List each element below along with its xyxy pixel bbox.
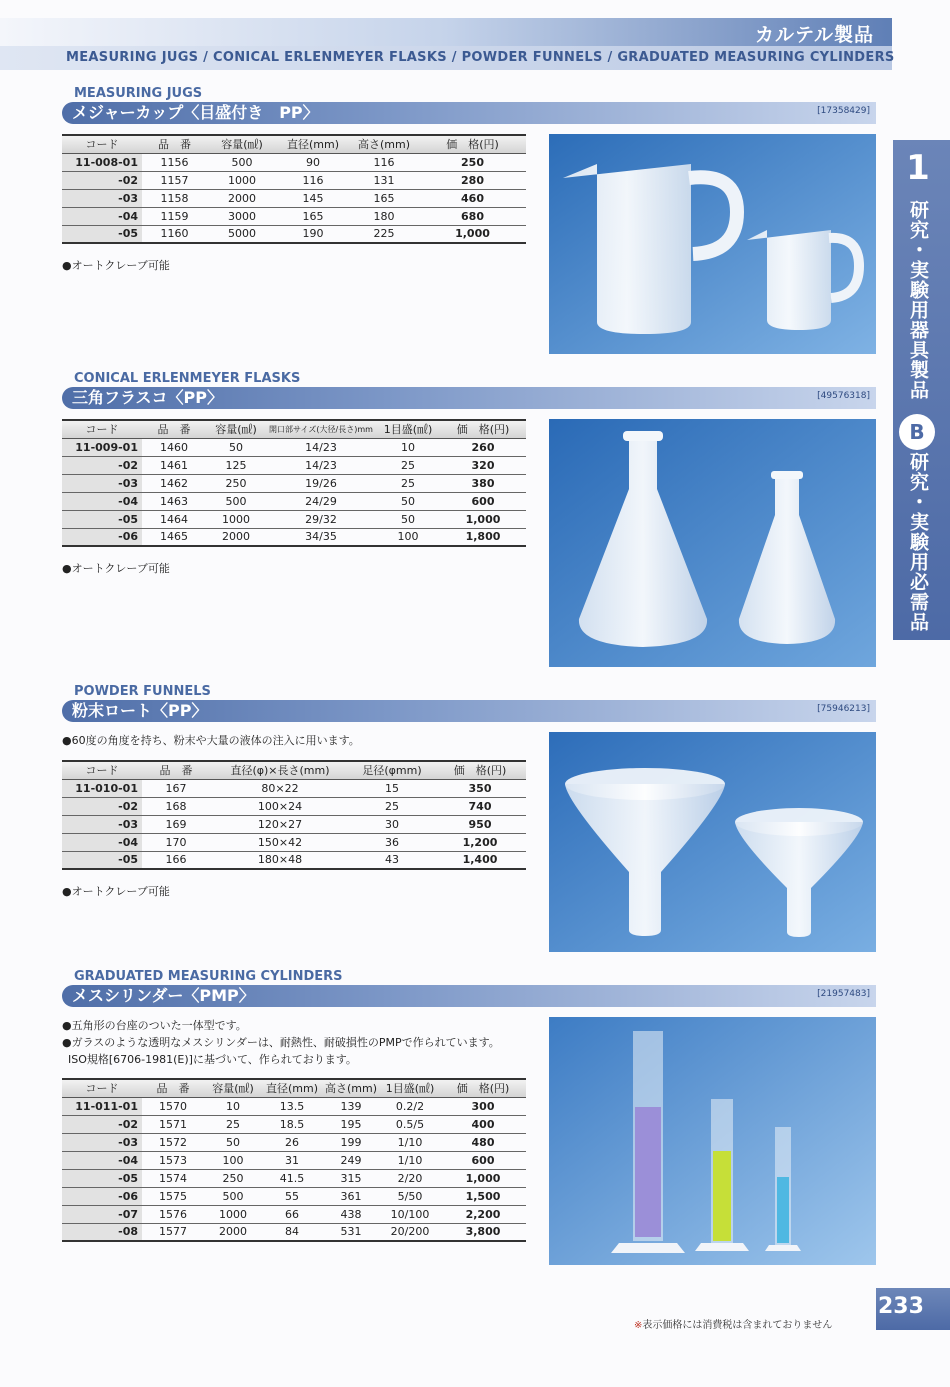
funnels-english-title: POWDER FUNNELS <box>74 684 211 699</box>
cell-capacity: 250 <box>204 1169 262 1187</box>
table-row <box>62 779 526 797</box>
column-header: 容量(㎖) <box>204 1079 262 1097</box>
cell-code: -04 <box>62 492 142 510</box>
cell-size: 180×48 <box>210 851 350 869</box>
cell-part-no: 1577 <box>142 1223 204 1241</box>
cell-part-no: 1157 <box>142 171 207 189</box>
table-row <box>62 1205 526 1223</box>
cell-opening: 34/35 <box>266 528 376 546</box>
cell-opening: 24/29 <box>266 492 376 510</box>
tax-footnote <box>634 1316 832 1331</box>
flasks-title: 三角フラスコ〈PP〉 <box>72 388 223 407</box>
cell-height: 131 <box>349 171 419 189</box>
cell-code: -04 <box>62 1151 142 1169</box>
cell-part-no: 1570 <box>142 1097 204 1115</box>
cell-price: 300 <box>440 1097 526 1115</box>
table-row <box>62 171 526 189</box>
cylinders-description-1: ●五角形の台座のついた一体型です。 <box>62 1019 247 1032</box>
cell-code: -02 <box>62 456 142 474</box>
chapter-title: 研究・実験用器具製品 <box>907 200 929 400</box>
cell-graduation: 10 <box>376 438 440 456</box>
flasks-title-bar <box>62 387 876 409</box>
table-row <box>62 1115 526 1133</box>
cell-capacity: 500 <box>204 1187 262 1205</box>
column-header: コード <box>62 420 142 438</box>
flasks-spec-table <box>62 419 526 547</box>
cell-size: 80×22 <box>210 779 350 797</box>
section-badge: B <box>899 414 935 450</box>
cell-part-no: 1575 <box>142 1187 204 1205</box>
cell-diameter: 165 <box>277 207 349 225</box>
table-header-row <box>62 420 526 438</box>
cell-code: -04 <box>62 833 142 851</box>
cell-capacity: 1000 <box>204 1205 262 1223</box>
cylinders-spec-table <box>62 1078 526 1242</box>
cell-graduation: 1/10 <box>380 1151 440 1169</box>
cell-graduation: 50 <box>376 492 440 510</box>
cell-diameter: 84 <box>262 1223 322 1241</box>
cell-capacity: 3000 <box>207 207 277 225</box>
cell-stem: 30 <box>350 815 434 833</box>
cell-diameter: 90 <box>277 153 349 171</box>
cylinders-description-3: ISO規格[6706-1981(E)]に基づいて、作られております。 <box>68 1053 357 1066</box>
cell-code: 11-008-01 <box>62 153 142 171</box>
cell-code: -07 <box>62 1205 142 1223</box>
cell-stem: 15 <box>350 779 434 797</box>
cell-height: 180 <box>349 207 419 225</box>
footnote-mark: ※ <box>634 1320 643 1331</box>
cell-code: -06 <box>62 1187 142 1205</box>
cell-code: -05 <box>62 851 142 869</box>
cell-height: 249 <box>322 1151 380 1169</box>
cell-diameter: 13.5 <box>262 1097 322 1115</box>
cylinders-photo <box>549 1017 876 1265</box>
table-row <box>62 153 526 171</box>
table-header-row <box>62 1079 526 1097</box>
cell-height: 361 <box>322 1187 380 1205</box>
cell-size: 150×42 <box>210 833 350 851</box>
cell-stem: 25 <box>350 797 434 815</box>
cell-price: 1,000 <box>419 225 526 243</box>
column-header: 高さ(mm) <box>349 135 419 153</box>
cell-part-no: 1460 <box>142 438 206 456</box>
cell-code: 11-011-01 <box>62 1097 142 1115</box>
table-row <box>62 851 526 869</box>
table-row <box>62 1223 526 1241</box>
cell-part-no: 166 <box>142 851 210 869</box>
cell-part-no: 1156 <box>142 153 207 171</box>
funnels-spec-table <box>62 760 526 870</box>
cell-code: -03 <box>62 815 142 833</box>
cell-price: 480 <box>440 1133 526 1151</box>
cylinders-description-2: ●ガラスのような透明なメスシリンダーは、耐熱性、耐破損性のPMPで作られています。 <box>62 1036 500 1049</box>
funnels-title-bar <box>62 700 876 722</box>
cell-code: -03 <box>62 1133 142 1151</box>
cell-graduation: 25 <box>376 474 440 492</box>
cell-height: 139 <box>322 1097 380 1115</box>
table-row <box>62 438 526 456</box>
column-header: 容量(㎖) <box>206 420 266 438</box>
cell-part-no: 1571 <box>142 1115 204 1133</box>
cell-code: -05 <box>62 1169 142 1187</box>
jugs-code: [17358429] <box>817 106 870 116</box>
cell-capacity: 50 <box>206 438 266 456</box>
cell-code: 11-010-01 <box>62 779 142 797</box>
column-header: 1目盛(㎖) <box>376 420 440 438</box>
flasks-code: [49576318] <box>817 391 870 401</box>
column-header: 高さ(mm) <box>322 1079 380 1097</box>
cell-capacity: 50 <box>204 1133 262 1151</box>
column-header: 足径(φmm) <box>350 761 434 779</box>
cell-graduation: 50 <box>376 510 440 528</box>
cell-code: -05 <box>62 225 142 243</box>
cell-graduation: 20/200 <box>380 1223 440 1241</box>
cell-code: -03 <box>62 189 142 207</box>
table-row <box>62 1097 526 1115</box>
cell-price: 280 <box>419 171 526 189</box>
table-row <box>62 492 526 510</box>
cell-part-no: 167 <box>142 779 210 797</box>
cell-part-no: 1160 <box>142 225 207 243</box>
column-header: 直径(φ)×長さ(mm) <box>210 761 350 779</box>
cell-capacity: 1000 <box>207 171 277 189</box>
column-header: コード <box>62 1079 142 1097</box>
cell-code: -02 <box>62 797 142 815</box>
category-list: MEASURING JUGS / CONICAL ERLENMEYER FLASKS / POWDER FUNNELS / GRADUATED MEASURING CYLINDERS <box>66 50 895 65</box>
cell-graduation: 5/50 <box>380 1187 440 1205</box>
cell-capacity: 10 <box>204 1097 262 1115</box>
cell-capacity: 250 <box>206 474 266 492</box>
cell-price: 600 <box>440 1151 526 1169</box>
cell-size: 100×24 <box>210 797 350 815</box>
cell-price: 250 <box>419 153 526 171</box>
cell-part-no: 1462 <box>142 474 206 492</box>
cylinders-code: [21957483] <box>817 989 870 999</box>
column-header: 品 番 <box>142 420 206 438</box>
footnote-text: 表示価格には消費税は含まれておりません <box>642 1320 833 1331</box>
cell-height: 225 <box>349 225 419 243</box>
cell-price: 400 <box>440 1115 526 1133</box>
jugs-spec-table <box>62 134 526 244</box>
column-header: 価 格(円) <box>440 420 526 438</box>
cell-graduation: 2/20 <box>380 1169 440 1187</box>
cell-part-no: 1574 <box>142 1169 204 1187</box>
cell-height: 438 <box>322 1205 380 1223</box>
cylinders-title-bar <box>62 985 876 1007</box>
cell-stem: 36 <box>350 833 434 851</box>
table-header-row <box>62 761 526 779</box>
column-header: 価 格(円) <box>434 761 526 779</box>
column-header: 直径(mm) <box>277 135 349 153</box>
cell-capacity: 100 <box>204 1151 262 1169</box>
cell-price: 950 <box>434 815 526 833</box>
table-row <box>62 189 526 207</box>
cell-part-no: 1465 <box>142 528 206 546</box>
cylinders-title: メスシリンダー〈PMP〉 <box>72 986 255 1005</box>
funnels-photo <box>549 732 876 952</box>
funnels-autoclave-note: ●オートクレーブ可能 <box>62 885 170 898</box>
cell-code: -02 <box>62 1115 142 1133</box>
cell-graduation: 100 <box>376 528 440 546</box>
table-row <box>62 1151 526 1169</box>
cell-price: 1,500 <box>440 1187 526 1205</box>
cell-opening: 14/23 <box>266 456 376 474</box>
cell-price: 1,800 <box>440 528 526 546</box>
cell-capacity: 2000 <box>206 528 266 546</box>
cell-code: -05 <box>62 510 142 528</box>
table-row <box>62 833 526 851</box>
cell-part-no: 1573 <box>142 1151 204 1169</box>
cell-price: 320 <box>440 456 526 474</box>
cell-graduation: 10/100 <box>380 1205 440 1223</box>
cell-price: 1,200 <box>434 833 526 851</box>
table-row <box>62 1187 526 1205</box>
cell-diameter: 145 <box>277 189 349 207</box>
jugs-autoclave-note: ●オートクレーブ可能 <box>62 259 170 272</box>
cell-capacity: 5000 <box>207 225 277 243</box>
cell-diameter: 41.5 <box>262 1169 322 1187</box>
cell-diameter: 190 <box>277 225 349 243</box>
column-header: 品 番 <box>142 1079 204 1097</box>
table-row <box>62 456 526 474</box>
cell-graduation: 25 <box>376 456 440 474</box>
column-header: 価 格(円) <box>419 135 526 153</box>
table-row <box>62 1169 526 1187</box>
cell-code: -04 <box>62 207 142 225</box>
cell-price: 2,200 <box>440 1205 526 1223</box>
cell-capacity: 500 <box>207 153 277 171</box>
cell-capacity: 1000 <box>206 510 266 528</box>
column-header: 品 番 <box>142 761 210 779</box>
cell-height: 116 <box>349 153 419 171</box>
cell-capacity: 500 <box>206 492 266 510</box>
cell-price: 740 <box>434 797 526 815</box>
cell-height: 531 <box>322 1223 380 1241</box>
column-header: 直径(mm) <box>262 1079 322 1097</box>
cell-price: 1,400 <box>434 851 526 869</box>
cell-price: 380 <box>440 474 526 492</box>
table-row <box>62 797 526 815</box>
table-row <box>62 1133 526 1151</box>
jugs-title: メジャーカップ〈目盛付き PP〉 <box>72 103 319 122</box>
cell-height: 315 <box>322 1169 380 1187</box>
column-header: 品 番 <box>142 135 207 153</box>
cell-part-no: 170 <box>142 833 210 851</box>
cell-diameter: 18.5 <box>262 1115 322 1133</box>
cell-part-no: 168 <box>142 797 210 815</box>
cell-opening: 19/26 <box>266 474 376 492</box>
page-number: 233 <box>878 1294 924 1319</box>
cell-capacity: 125 <box>206 456 266 474</box>
cell-part-no: 1464 <box>142 510 206 528</box>
table-row <box>62 510 526 528</box>
cell-code: -08 <box>62 1223 142 1241</box>
cell-code: -06 <box>62 528 142 546</box>
funnels-title: 粉末ロート〈PP〉 <box>72 701 208 720</box>
cell-part-no: 1463 <box>142 492 206 510</box>
cell-diameter: 116 <box>277 171 349 189</box>
table-header-row <box>62 135 526 153</box>
cell-price: 460 <box>419 189 526 207</box>
cell-size: 120×27 <box>210 815 350 833</box>
cell-diameter: 55 <box>262 1187 322 1205</box>
cell-part-no: 1461 <box>142 456 206 474</box>
cell-diameter: 26 <box>262 1133 322 1151</box>
column-header: コード <box>62 135 142 153</box>
cell-height: 199 <box>322 1133 380 1151</box>
funnels-code: [75946213] <box>817 704 870 714</box>
cell-code: -02 <box>62 171 142 189</box>
cell-code: -03 <box>62 474 142 492</box>
cell-part-no: 169 <box>142 815 210 833</box>
table-row <box>62 474 526 492</box>
flasks-english-title: CONICAL ERLENMEYER FLASKS <box>74 371 301 386</box>
column-header: 開口部サイズ(大径/長さ)mm <box>266 420 376 438</box>
jugs-photo <box>549 134 876 354</box>
table-row <box>62 207 526 225</box>
cell-capacity: 25 <box>204 1115 262 1133</box>
cell-code: 11-009-01 <box>62 438 142 456</box>
cell-height: 195 <box>322 1115 380 1133</box>
table-row <box>62 815 526 833</box>
cell-stem: 43 <box>350 851 434 869</box>
jugs-title-bar <box>62 102 876 124</box>
cell-price: 1,000 <box>440 510 526 528</box>
cell-part-no: 1158 <box>142 189 207 207</box>
jugs-english-title: MEASURING JUGS <box>74 86 203 101</box>
cell-capacity: 2000 <box>207 189 277 207</box>
column-header: 1目盛(㎖) <box>380 1079 440 1097</box>
cell-graduation: 1/10 <box>380 1133 440 1151</box>
brand-label: カルテル製品 <box>754 24 874 46</box>
cell-diameter: 66 <box>262 1205 322 1223</box>
cell-price: 350 <box>434 779 526 797</box>
cell-graduation: 0.5/5 <box>380 1115 440 1133</box>
cell-graduation: 0.2/2 <box>380 1097 440 1115</box>
cell-opening: 29/32 <box>266 510 376 528</box>
cell-price: 600 <box>440 492 526 510</box>
cell-diameter: 31 <box>262 1151 322 1169</box>
column-header: 価 格(円) <box>440 1079 526 1097</box>
cell-part-no: 1576 <box>142 1205 204 1223</box>
cell-price: 3,800 <box>440 1223 526 1241</box>
flasks-photo <box>549 419 876 667</box>
section-title: 研究・実験用必需品 <box>907 452 929 632</box>
cell-price: 680 <box>419 207 526 225</box>
chapter-number: 1 <box>906 148 930 188</box>
cell-part-no: 1159 <box>142 207 207 225</box>
table-row <box>62 528 526 546</box>
table-row <box>62 225 526 243</box>
column-header: コード <box>62 761 142 779</box>
cell-price: 1,000 <box>440 1169 526 1187</box>
cell-opening: 14/23 <box>266 438 376 456</box>
cell-price: 260 <box>440 438 526 456</box>
cell-capacity: 2000 <box>204 1223 262 1241</box>
funnels-description: ●60度の角度を持ち、粉末や大量の液体の注入に用います。 <box>62 734 360 747</box>
column-header: 容量(㎖) <box>207 135 277 153</box>
cell-part-no: 1572 <box>142 1133 204 1151</box>
cell-height: 165 <box>349 189 419 207</box>
flasks-autoclave-note: ●オートクレーブ可能 <box>62 562 170 575</box>
cylinders-english-title: GRADUATED MEASURING CYLINDERS <box>74 969 343 984</box>
